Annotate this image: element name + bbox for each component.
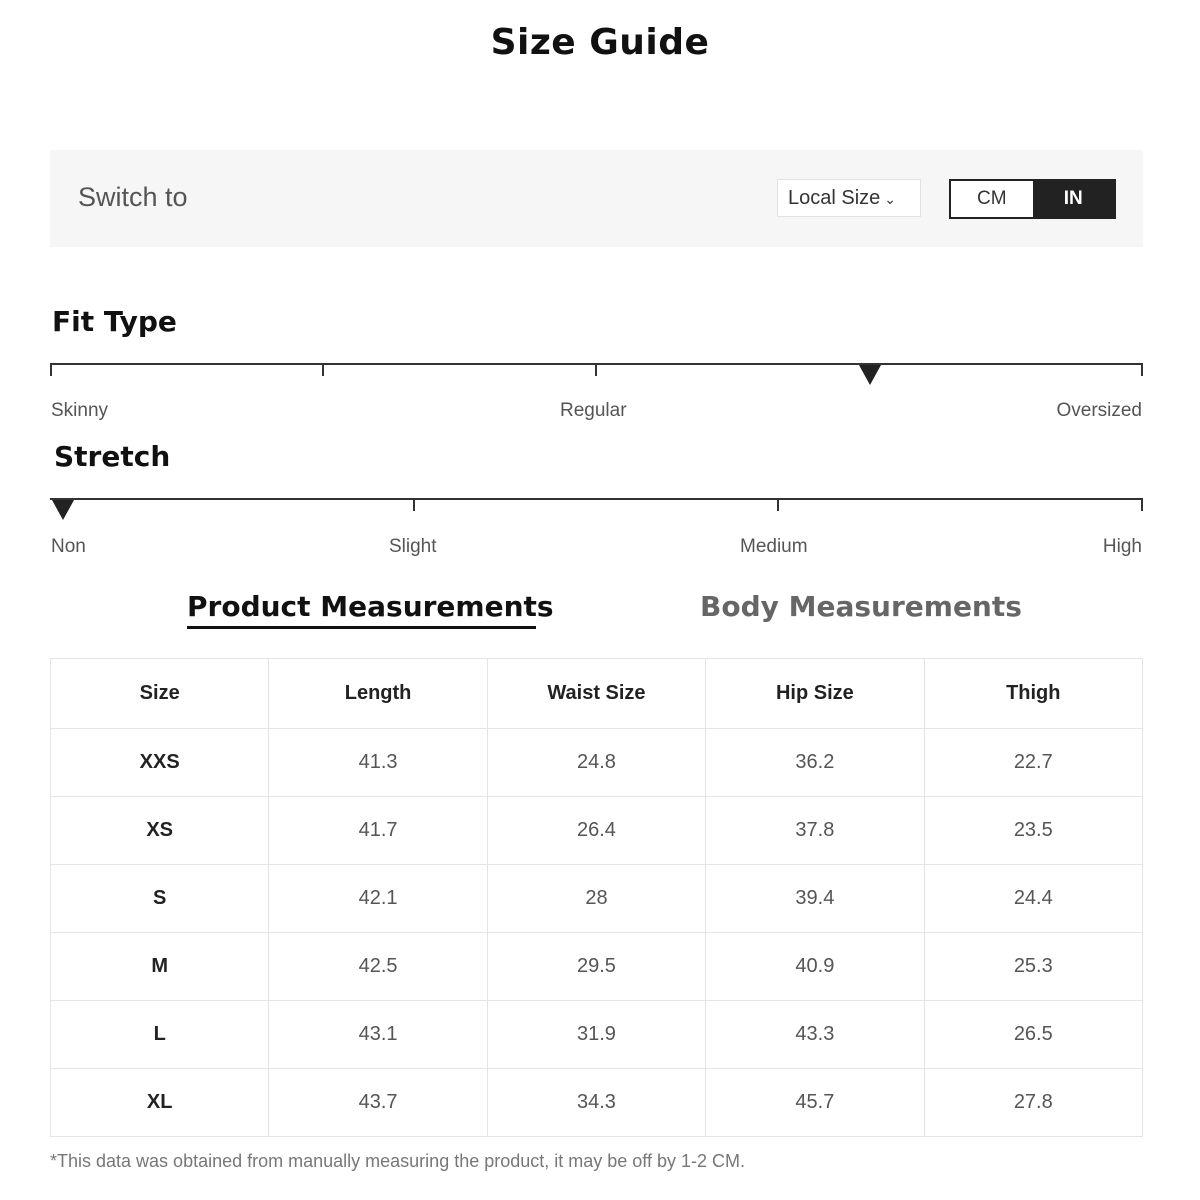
unit-switch-bar (50, 150, 1143, 247)
tab-product-measurements[interactable]: Product Measurements (187, 590, 554, 623)
table-header-row (51, 659, 1143, 729)
fit-type-tick (50, 363, 52, 376)
stretch-scale (50, 498, 1143, 512)
table-cell: 41.3 (269, 729, 487, 797)
table-row (51, 865, 1143, 933)
fit-type-label-skinny: Skinny (51, 400, 109, 421)
stretch-label-non: Non (51, 536, 86, 557)
fit-type-tick (322, 363, 324, 376)
table-cell: 45.7 (706, 1069, 924, 1137)
fit-type-tick (595, 363, 597, 376)
column-header: Length (269, 659, 487, 729)
table-cell: 24.4 (924, 865, 1142, 933)
table-cell: 25.3 (924, 933, 1142, 1001)
table-cell: 43.3 (706, 1001, 924, 1069)
table-cell: 37.8 (706, 797, 924, 865)
table-cell: 34.3 (487, 1069, 705, 1137)
stretch-marker (52, 500, 74, 520)
table-cell: 26.5 (924, 1001, 1142, 1069)
table-cell: 42.5 (269, 933, 487, 1001)
local-size-dropdown[interactable] (777, 179, 921, 217)
stretch-scale-line (50, 498, 1143, 500)
local-size-label: Local Size (788, 187, 881, 209)
table-cell: 28 (487, 865, 705, 933)
tab-body-measurements[interactable]: Body Measurements (700, 590, 1022, 623)
column-header: Hip Size (706, 659, 924, 729)
size-cell: XS (51, 797, 269, 865)
chevron-down-icon: ⌄ (884, 191, 897, 207)
table-row (51, 1001, 1143, 1069)
fit-type-title: Fit Type (52, 305, 177, 338)
fit-type-tick (1141, 363, 1143, 376)
stretch-tick (413, 498, 415, 511)
table-cell: 43.7 (269, 1069, 487, 1137)
measurement-footnote: *This data was obtained from manually measuring the product, it may be off by 1-2 CM. (50, 1151, 746, 1171)
column-header: Thigh (924, 659, 1142, 729)
size-table (50, 658, 1143, 1137)
fit-type-label-oversized: Oversized (1056, 400, 1142, 421)
table-cell: 36.2 (706, 729, 924, 797)
fit-type-marker (859, 365, 881, 385)
column-header: Size (51, 659, 269, 729)
column-header: Waist Size (487, 659, 705, 729)
table-cell: 29.5 (487, 933, 705, 1001)
table-cell: 26.4 (487, 797, 705, 865)
table-cell: 41.7 (269, 797, 487, 865)
table-cell: 39.4 (706, 865, 924, 933)
table-cell: 43.1 (269, 1001, 487, 1069)
table-cell: 31.9 (487, 1001, 705, 1069)
table-cell: 24.8 (487, 729, 705, 797)
table-row (51, 933, 1143, 1001)
unit-cm-button[interactable]: CM (951, 181, 1033, 217)
table-cell: 23.5 (924, 797, 1142, 865)
table-cell: 40.9 (706, 933, 924, 1001)
table-cell: 22.7 (924, 729, 1142, 797)
table-row (51, 1069, 1143, 1137)
stretch-title: Stretch (54, 440, 171, 473)
table-row (51, 729, 1143, 797)
size-cell: L (51, 1001, 269, 1069)
table-cell: 42.1 (269, 865, 487, 933)
unit-toggle (949, 179, 1116, 219)
stretch-label-slight: Slight (389, 536, 437, 557)
size-cell: M (51, 933, 269, 1001)
table-row (51, 797, 1143, 865)
size-cell: S (51, 865, 269, 933)
active-tab-underline (187, 626, 536, 629)
switch-to-label: Switch to (78, 182, 188, 212)
size-cell: XL (51, 1069, 269, 1137)
stretch-label-high: High (1102, 536, 1142, 557)
fit-type-label-regular: Regular (560, 400, 627, 421)
table-cell: 27.8 (924, 1069, 1142, 1137)
unit-in-button[interactable]: IN (1033, 181, 1115, 217)
stretch-tick (777, 498, 779, 511)
size-cell: XXS (51, 729, 269, 797)
page-title: Size Guide (490, 22, 710, 63)
fit-type-scale (50, 363, 1143, 377)
stretch-tick (1141, 498, 1143, 511)
stretch-label-medium: Medium (740, 536, 808, 557)
